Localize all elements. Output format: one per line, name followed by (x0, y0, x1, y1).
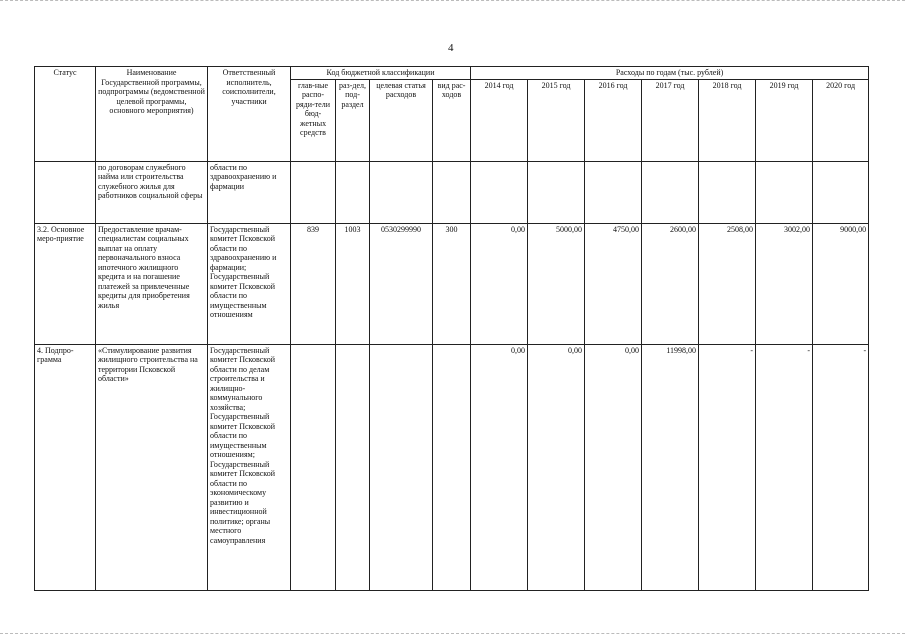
header-year: 2019 год (756, 79, 813, 161)
row-value: 0,00 (471, 344, 528, 590)
header-target-article: целевая статья расходов (370, 79, 433, 161)
row-value (756, 161, 813, 223)
table-header (35, 67, 869, 162)
row-value: 5000,00 (528, 223, 585, 344)
row-target-article (370, 161, 433, 223)
row-executor: Государственный комитет Псковской области по здравоохранению и фармации; Государственный комитет Псковской области по имущественным отношениям (208, 223, 291, 344)
row-name: «Стимулирование развития жилищного строительства на территории Псковской области» (96, 344, 208, 590)
header-name: Наименование Государственной программы, подпрограммы (ведомственной целевой программы, основного мероприятия) (96, 67, 208, 162)
row-value: 0,00 (471, 223, 528, 344)
row-value: 11998,00 (642, 344, 699, 590)
row-status (35, 161, 96, 223)
table-row (35, 161, 869, 223)
header-year: 2018 год (699, 79, 756, 161)
row-value (813, 161, 869, 223)
row-expense-type: 300 (433, 223, 471, 344)
header-expense-type: вид рас-ходов (433, 79, 471, 161)
header-year: 2020 год (813, 79, 869, 161)
row-value: 4750,00 (585, 223, 642, 344)
row-value (471, 161, 528, 223)
table-row (35, 344, 869, 590)
header-section: раз-дел, под-раздел (336, 79, 370, 161)
row-expense-type (433, 161, 471, 223)
row-name: Предоставление врачам-специалистам социальных выплат на оплату первоначального взноса ипотечного жилищного кредита и на погашение платежей за привлеченные кредиты для приобретения жилья (96, 223, 208, 344)
row-value: 2600,00 (642, 223, 699, 344)
header-expenses: Расходы по годам (тыс. рублей) (471, 67, 869, 80)
row-grbs (291, 161, 336, 223)
row-section: 1003 (336, 223, 370, 344)
row-value (528, 161, 585, 223)
row-value (642, 161, 699, 223)
row-executor: Государственный комитет Псковской области по делам строительства и жилищно-коммунального хозяйства; Государственный комитет Псковской области по имущественным отношениям; Государственный комитет Псковской области по экономическому развитию и инвестиционной политике; органы местного самоуправления (208, 344, 291, 590)
row-value (699, 161, 756, 223)
header-year: 2015 год (528, 79, 585, 161)
row-value: 2508,00 (699, 223, 756, 344)
scan-bottom-edge (0, 633, 905, 635)
row-grbs: 839 (291, 223, 336, 344)
row-status: 3.2. Основное меро-приятие (35, 223, 96, 344)
row-value: 9000,00 (813, 223, 869, 344)
row-value: 0,00 (528, 344, 585, 590)
row-target-article (370, 344, 433, 590)
row-target-article: 0530299990 (370, 223, 433, 344)
row-status: 4. Подпро-грамма (35, 344, 96, 590)
row-grbs (291, 344, 336, 590)
header-status: Статус (35, 67, 96, 162)
row-expense-type (433, 344, 471, 590)
header-executor: Ответственный исполнитель, соисполнители, участники (208, 67, 291, 162)
row-value: - (699, 344, 756, 590)
header-year: 2014 год (471, 79, 528, 161)
row-value (585, 161, 642, 223)
row-section (336, 344, 370, 590)
row-value: 3002,00 (756, 223, 813, 344)
row-executor: области по здравоохранению и фармации (208, 161, 291, 223)
header-year: 2017 год (642, 79, 699, 161)
row-value: 0,00 (585, 344, 642, 590)
table-row (35, 223, 869, 344)
row-value: - (813, 344, 869, 590)
row-section (336, 161, 370, 223)
header-year: 2016 год (585, 79, 642, 161)
page-number: 4 (448, 42, 454, 54)
budget-table (34, 66, 869, 591)
row-name: по договорам служебного найма или строительства служебного жилья для работников социальной сферы (96, 161, 208, 223)
scan-top-edge (0, 0, 905, 2)
header-grbs: глав-ные распо-ряди-тели бюд-жетных средств (291, 79, 336, 161)
header-budget-code: Код бюджетной классификации (291, 67, 471, 80)
row-value: - (756, 344, 813, 590)
